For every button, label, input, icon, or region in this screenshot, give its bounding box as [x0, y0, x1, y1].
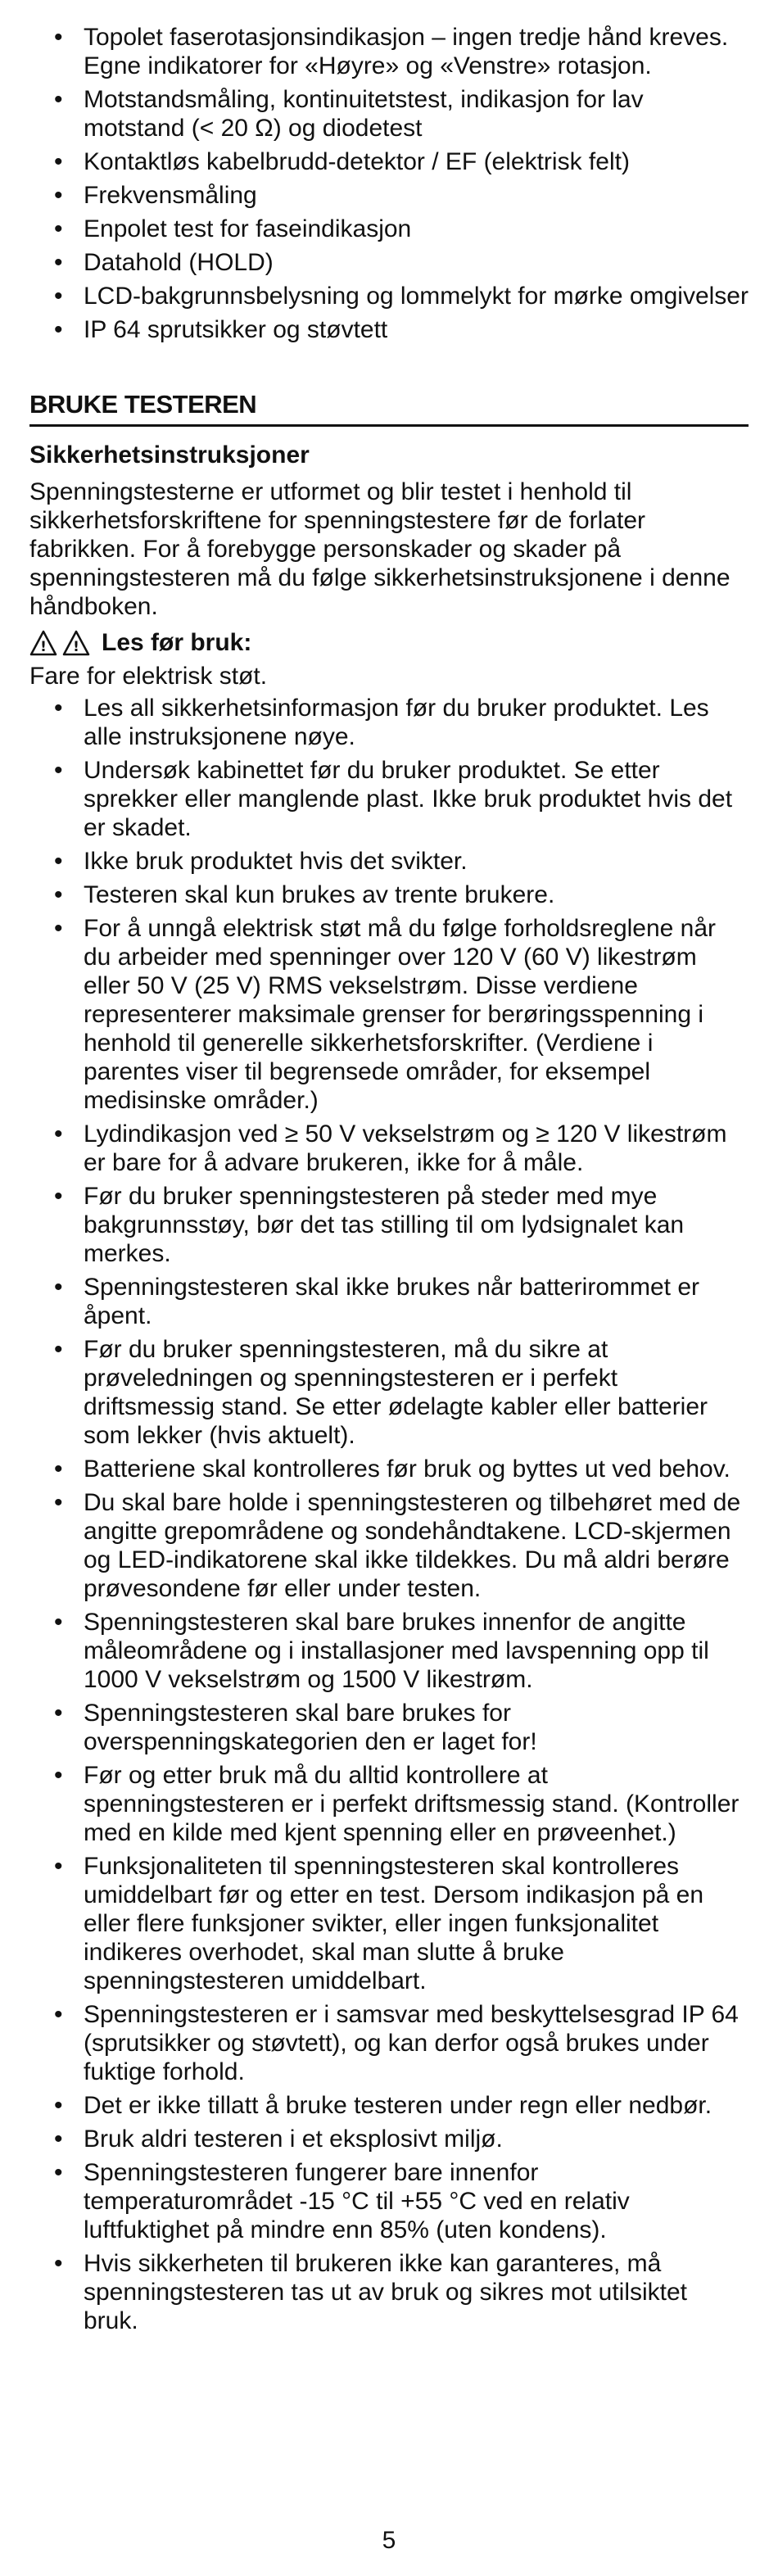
bullet-icon: •	[54, 2001, 63, 2028]
bullet-icon: •	[54, 1700, 63, 1727]
list-item-text: Motstandsmåling, kontinuitetstest, indikasjon for lav motstand (< 20 Ω) og diodetest	[84, 86, 644, 142]
intro-paragraph: Spenningstesterne er utformet og blir testet i henhold til sikkerhetsforskriftene for spenningstestere før de forlater fabrikken. For å forebygge personskader og skader på spenningstesteren må du følge sikkerhetsinstruksjonene i denne håndboken.	[29, 478, 731, 620]
warning-triangle-glyph: !	[73, 639, 79, 655]
bullet-icon: •	[54, 215, 63, 242]
bullet-icon: •	[54, 1336, 63, 1363]
bullet-icon: •	[54, 148, 63, 175]
list-item-text: Frekvensmåling	[84, 182, 257, 209]
list-item-text: Funksjonaliteten til spenningstesteren skal kontrolleres umiddelbart før og etter en test. Dersom indikasjon på en eller flere funksjoner svikter, eller ingen funksjonalitet indikeres overhodet, skal man slutte å bruke spenningstesteren umiddelbart.	[84, 1853, 704, 1994]
safety-item	[29, 1852, 749, 1995]
safety-item	[29, 1455, 749, 1483]
list-item-text: Topolet faserotasjonsindikasjon – ingen tredje hånd kreves. Egne indikatorer for «Høyre» og «Venstre» rotasjon.	[84, 24, 729, 79]
safety-item	[29, 1761, 749, 1847]
bullet-icon: •	[54, 86, 63, 113]
bullet-icon: •	[54, 915, 63, 942]
safety-item	[29, 914, 749, 1115]
bullet-icon: •	[54, 249, 63, 276]
warning-triangle-icon	[29, 630, 57, 656]
page-number: 5	[382, 2527, 396, 2554]
list-item-text: Spenningstesteren skal bare brukes for overspenningskategorien den er laget for!	[84, 1700, 537, 1755]
safety-item	[29, 2091, 749, 2120]
section-heading: BRUKE TESTEREN	[29, 390, 749, 427]
warning-label: Les før bruk:	[102, 629, 252, 656]
safety-item	[29, 2000, 749, 2086]
bullet-icon: •	[54, 1183, 63, 1210]
list-item-text: Spenningstesteren er i samsvar med beskyttelsesgrad IP 64 (sprutsikker og støvtett), og kan derfor også brukes under fuktige forhold.	[84, 2001, 739, 2085]
safety-list	[29, 694, 749, 2335]
list-item-text: Det er ikke tillatt å bruke testeren under regn eller nedbør.	[84, 2092, 712, 2119]
list-item-text: Du skal bare holde i spenningstesteren og tilbehøret med de angitte grepområdene og sondehåndtakene. LCD-skjermen og LED-indikatorene skal ikke tildekkes. Du må aldri berøre prøvesondene før eller under testen.	[84, 1489, 741, 1602]
bullet-icon: •	[54, 2092, 63, 2119]
list-item-text: Ikke bruk produktet hvis det svikter.	[84, 848, 468, 875]
safety-item	[29, 1335, 749, 1450]
bullet-icon: •	[54, 1762, 63, 1789]
list-item-text: LCD-bakgrunnsbelysning og lommelykt for mørke omgivelser	[84, 283, 749, 310]
safety-item	[29, 881, 749, 909]
safety-item	[29, 2249, 749, 2335]
feature-list	[29, 23, 749, 344]
list-item-text: For å unngå elektrisk støt må du følge forholdsreglene når du arbeider med spenninger over 120 V (60 V) likestrøm eller 50 V (25 V) RMS vekselstrøm. Disse verdiene representerer maksimale grenser for berøringsspenning i henhold til generelle sikkerhetsforskrifter. (Verdiene i parentes viser til begrensede områder, for eksempel medisinske områder.)	[84, 915, 717, 1114]
bullet-icon: •	[54, 1853, 63, 1880]
list-item-text: Bruk aldri testeren i et eksplosivt miljø.	[84, 2126, 503, 2153]
list-item-text: Spenningstesteren skal ikke brukes når batterirommet er åpent.	[84, 1274, 700, 1329]
list-item-text: Testeren skal kun brukes av trente brukere.	[84, 881, 555, 908]
manual-page	[29, 23, 749, 2340]
list-item-text: Enpolet test for faseindikasjon	[84, 215, 412, 242]
feature-item	[29, 315, 749, 344]
list-item-text: Datahold (HOLD)	[84, 249, 274, 276]
bullet-icon: •	[54, 695, 63, 722]
feature-item	[29, 282, 749, 310]
safety-item	[29, 694, 749, 751]
list-item-text: Lydindikasjon ved ≥ 50 V vekselstrøm og ≥ 120 V likestrøm er bare for å advare brukeren, ikke for å måle.	[84, 1120, 727, 1176]
bullet-icon: •	[54, 2159, 63, 2186]
list-item-text: Kontaktløs kabelbrudd-detektor / EF (elektrisk felt)	[84, 148, 630, 175]
bullet-icon: •	[54, 1274, 63, 1301]
list-item-text: Før du bruker spenningstesteren, må du sikre at prøveledningen og spenningstesteren er i perfekt driftsmessig stand. Se etter ødelagte kabler eller batterier som lekker (hvis aktuelt).	[84, 1336, 708, 1449]
bullet-icon: •	[54, 316, 63, 343]
feature-item	[29, 147, 749, 176]
feature-item	[29, 215, 749, 243]
feature-item	[29, 23, 749, 80]
bullet-icon: •	[54, 283, 63, 310]
feature-item	[29, 85, 749, 143]
list-item-text: Les all sikkerhetsinformasjon før du bruker produktet. Les alle instruksjonene nøye.	[84, 695, 709, 750]
bullet-icon: •	[54, 881, 63, 908]
bullet-icon: •	[54, 1120, 63, 1148]
safety-item	[29, 1182, 749, 1268]
list-item-text: Spenningstesteren fungerer bare innenfor temperaturområdet -15 °C til +55 °C ved en relativ luftfuktighet på mindre enn 85% (uten kondens).	[84, 2159, 630, 2243]
safety-item	[29, 847, 749, 876]
safety-item	[29, 1699, 749, 1756]
bullet-icon: •	[54, 1609, 63, 1636]
list-item-text: Spenningstesteren skal bare brukes innenfor de angitte måleområdene og i installasjoner med lavspenning opp til 1000 V vekselstrøm og 1500 V likestrøm.	[84, 1609, 709, 1693]
list-item-text: Før du bruker spenningstesteren på steder med mye bakgrunnsstøy, bør det tas stilling til om lydsignalet kan merkes.	[84, 1183, 685, 1267]
safety-item	[29, 756, 749, 842]
list-item-text: IP 64 sprutsikker og støvtett	[84, 316, 388, 343]
safety-item	[29, 1120, 749, 1177]
safety-item	[29, 1488, 749, 1603]
warning-header	[29, 629, 749, 657]
safety-item	[29, 1608, 749, 1694]
warning-triangle-glyph: !	[40, 639, 47, 655]
bullet-icon: •	[54, 1456, 63, 1483]
danger-line: Fare for elektrisk støt.	[29, 663, 268, 690]
list-item-text: Batteriene skal kontrolleres før bruk og byttes ut ved behov.	[84, 1456, 731, 1483]
safety-item	[29, 1273, 749, 1330]
list-item-text: Før og etter bruk må du alltid kontrollere at spenningstesteren er i perfekt driftsmessig stand. (Kontroller med en kilde med kjent spenning eller en prøveenhet.)	[84, 1762, 740, 1846]
subheading: Sikkerhetsinstruksjoner	[29, 441, 310, 469]
bullet-icon: •	[54, 182, 63, 209]
list-item-text: Undersøk kabinettet før du bruker produktet. Se etter sprekker eller manglende plast. Ikke bruk produktet hvis det er skadet.	[84, 757, 733, 841]
safety-item	[29, 2158, 749, 2244]
bullet-icon: •	[54, 24, 63, 51]
warning-triangle-icon	[62, 630, 90, 656]
list-item-text: Hvis sikkerheten til brukeren ikke kan garanteres, må spenningstesteren tas ut av bruk og sikres mot utilsiktet bruk.	[84, 2250, 688, 2334]
feature-item	[29, 248, 749, 277]
bullet-icon: •	[54, 2250, 63, 2277]
safety-item	[29, 2125, 749, 2153]
bullet-icon: •	[54, 757, 63, 784]
bullet-icon: •	[54, 1489, 63, 1516]
feature-item	[29, 181, 749, 210]
bullet-icon: •	[54, 848, 63, 875]
bullet-icon: •	[54, 2126, 63, 2153]
